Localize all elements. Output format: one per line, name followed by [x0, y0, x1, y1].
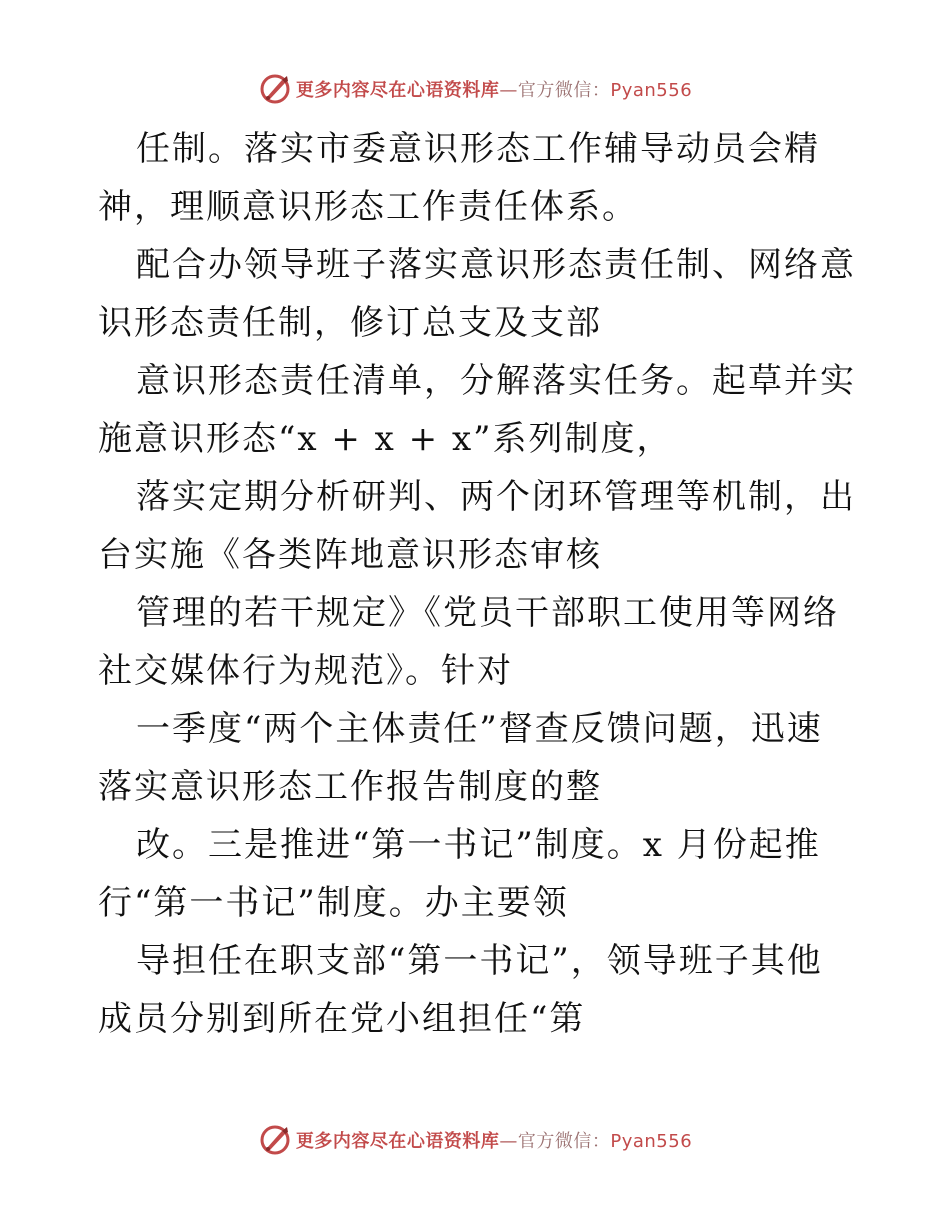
- paragraph: 落实定期分析研判、两个闭环管理等机制，出台实施《各类阵地意识形态审核: [98, 477, 856, 575]
- document-body: [98, 120, 858, 1048]
- paragraph: 一季度“两个主体责任”督查反馈问题，迅速落实意识形态工作报告制度的整: [98, 709, 823, 807]
- quill-logo-icon: [258, 72, 292, 106]
- watermark-brand: 更多内容尽在心语资料库: [295, 80, 500, 101]
- quill-logo-icon: [258, 1123, 292, 1157]
- paragraph: 配合办领导班子落实意识形态责任制、网络意识形态责任制，修订总支及支部: [98, 245, 856, 343]
- watermark-label: 官方微信：: [517, 1131, 611, 1152]
- paragraph: 任制。落实市委意识形态工作辅导动员会精神，理顺意识形态工作责任体系。: [98, 129, 820, 227]
- watermark-dash: —: [499, 80, 518, 101]
- watermark-brand: 更多内容尽在心语资料库: [295, 1131, 500, 1152]
- paragraph: 管理的若干规定》《党员干部职工使用等网络社交媒体行为规范》。针对: [98, 593, 839, 691]
- paragraph: 改。三是推进“第一书记”制度。x 月份起推行“第一书记”制度。办主要领: [98, 825, 821, 923]
- watermark-id: Pyan556: [610, 1131, 693, 1152]
- watermark-dash: —: [499, 1131, 518, 1152]
- watermark-label: 官方微信：: [517, 80, 611, 101]
- paragraph: 意识形态责任清单，分解落实任务。起草并实施意识形态“x + x + x”系列制度，: [98, 361, 856, 459]
- watermark-id: Pyan556: [610, 80, 693, 101]
- footer-watermark: [0, 1123, 950, 1157]
- paragraph: 导担任在职支部“第一书记”，领导班子其他成员分别到所在党小组担任“第: [98, 941, 823, 1039]
- header-watermark: [0, 72, 950, 106]
